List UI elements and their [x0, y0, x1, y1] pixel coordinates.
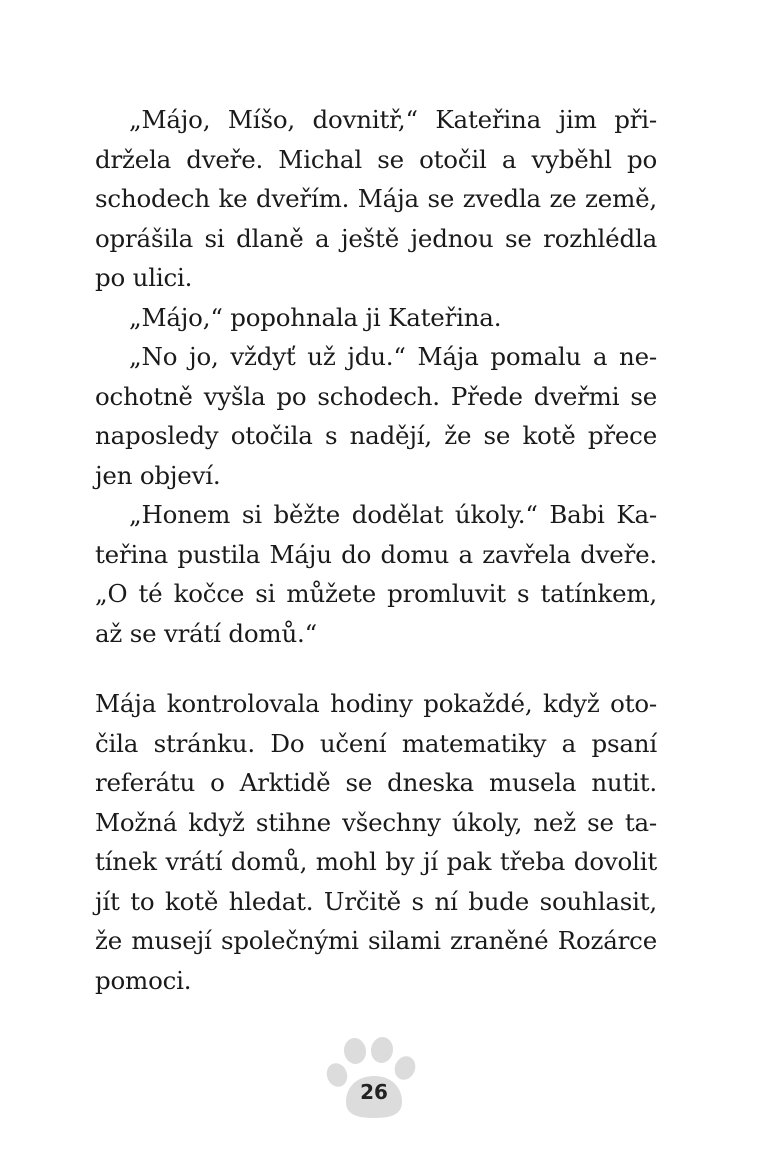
paragraph-line: jít to kotě hledat. Určitě s ní bude souhlasit,: [95, 886, 657, 916]
paragraph-line: naposledy otočila s nadějí, že se kotě přece: [95, 421, 657, 450]
scene-text: [95, 100, 657, 653]
paragraph-line: až se vrátí domů.“: [95, 618, 317, 648]
homework-paragraph: [95, 684, 657, 1000]
paragraph-line: Mája kontrolovala hodiny pokaždé, když oto-: [95, 689, 657, 718]
paragraph-line: „O té kočce si můžete promluvit s tatínkem,: [95, 579, 657, 608]
paragraph-line: oprášila si dlaně a ještě jednou se rozhlédla: [95, 223, 657, 253]
paragraph-line: pomoci.: [95, 965, 192, 995]
paragraph-line: referátu o Arktidě se dneska musela nutit.: [95, 768, 657, 797]
paragraph-line: čila stránku. Do učení matematiky a psaní: [95, 728, 657, 758]
paw-print-icon: [322, 1034, 422, 1124]
paragraph-line: „Májo, Míšo, dovnitř,“ Kateřina jim při-: [129, 105, 657, 134]
paragraph-line: „Honem si běžte dodělat úkoly.“ Babi Ka-: [129, 500, 657, 529]
paragraph-line: jen objeví.: [95, 460, 221, 490]
paragraph-line: ochotně vyšla po schodech. Přede dveřmi se: [95, 381, 657, 411]
paragraph-line: schodech ke dveřím. Mája se zvedla ze země,: [95, 184, 657, 213]
paragraph-line: po ulici.: [95, 263, 193, 292]
paragraph-line: tínek vrátí domů, mohl by jí pak třeba dovolit: [95, 847, 657, 876]
paragraph-line: teřina pustila Máju do domu a zavřela dveře.: [95, 539, 657, 569]
paragraph-line: „No jo, vždyť už jdu.“ Mája pomalu a ne-: [129, 342, 657, 371]
paragraph-line: držela dveře. Michal se otočil a vyběhl po: [95, 144, 657, 174]
paragraph-line: že musejí společnými silami zraněné Rozárce: [95, 926, 657, 955]
paragraph-line: Možná když stihne všechny úkoly, než se ta-: [95, 807, 657, 837]
paragraph-line: „Májo,“ popohnala ji Kateřina.: [129, 302, 502, 332]
page-number: 26: [360, 1080, 388, 1104]
